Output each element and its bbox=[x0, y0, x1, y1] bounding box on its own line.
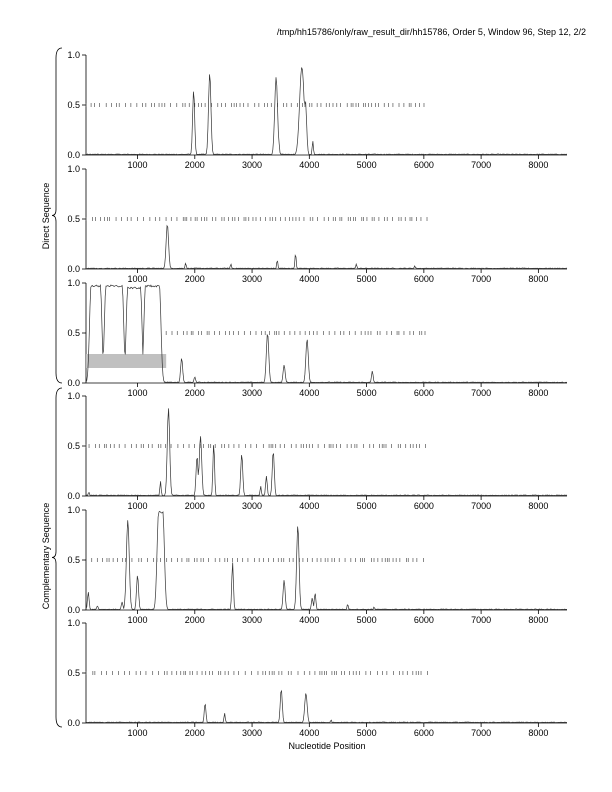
plot-title: /tmp/hh15786/only/raw_result_dir/hh15786, Order 5, Window 96, Step 12, 2/2 bbox=[276, 27, 586, 37]
x-tick-label: 7000 bbox=[471, 501, 492, 511]
x-tick-label: 5000 bbox=[356, 388, 377, 398]
series-line bbox=[86, 511, 567, 609]
y-tick-label: 0.0 bbox=[67, 264, 80, 274]
y-tick-label: 1.0 bbox=[67, 164, 80, 174]
x-tick-label: 6000 bbox=[413, 501, 434, 511]
y-tick-label: 0.0 bbox=[67, 718, 80, 728]
direct-sequence-label: Direct Sequence bbox=[41, 182, 51, 250]
x-tick-label: 1000 bbox=[127, 388, 148, 398]
x-tick-label: 1000 bbox=[127, 728, 148, 738]
x-tick-label: 6000 bbox=[413, 388, 434, 398]
y-tick-label: 1.0 bbox=[67, 50, 80, 60]
x-tick-label: 7000 bbox=[471, 615, 492, 625]
x-tick-label: 1000 bbox=[127, 274, 148, 284]
x-tick-label: 4000 bbox=[299, 728, 320, 738]
x-tick-label: 2000 bbox=[184, 728, 205, 738]
x-axis-label: Nucleotide Position bbox=[288, 741, 366, 751]
x-tick-label: 4000 bbox=[299, 615, 320, 625]
x-tick-label: 5000 bbox=[356, 615, 377, 625]
direct-sequence-brace bbox=[52, 48, 62, 383]
x-tick-label: 7000 bbox=[471, 160, 492, 170]
y-tick-label: 0.5 bbox=[67, 441, 80, 451]
x-tick-label: 8000 bbox=[528, 728, 549, 738]
x-tick-label: 7000 bbox=[471, 274, 492, 284]
x-tick-label: 4000 bbox=[299, 274, 320, 284]
y-tick-label: 0.0 bbox=[67, 378, 80, 388]
y-tick-label: 1.0 bbox=[67, 278, 80, 288]
y-tick-label: 0.0 bbox=[67, 605, 80, 615]
x-tick-label: 5000 bbox=[356, 728, 377, 738]
x-tick-label: 2000 bbox=[184, 501, 205, 511]
y-tick-label: 0.0 bbox=[67, 491, 80, 501]
x-tick-label: 5000 bbox=[356, 501, 377, 511]
series-line bbox=[86, 226, 567, 269]
complementary-sequence-brace bbox=[52, 388, 62, 727]
y-tick-label: 0.5 bbox=[67, 214, 80, 224]
x-tick-label: 8000 bbox=[528, 160, 549, 170]
x-tick-label: 3000 bbox=[242, 388, 263, 398]
series-line bbox=[86, 691, 567, 723]
x-tick-label: 7000 bbox=[471, 728, 492, 738]
x-tick-label: 2000 bbox=[184, 274, 205, 284]
x-tick-label: 3000 bbox=[242, 160, 263, 170]
x-tick-label: 1000 bbox=[127, 160, 148, 170]
x-tick-label: 5000 bbox=[356, 274, 377, 284]
x-tick-label: 4000 bbox=[299, 501, 320, 511]
x-tick-label: 8000 bbox=[528, 388, 549, 398]
x-tick-label: 4000 bbox=[299, 388, 320, 398]
x-tick-label: 8000 bbox=[528, 274, 549, 284]
x-tick-label: 8000 bbox=[528, 615, 549, 625]
series-line bbox=[86, 408, 567, 495]
x-tick-label: 6000 bbox=[413, 728, 434, 738]
y-tick-label: 1.0 bbox=[67, 391, 80, 401]
y-tick-label: 0.5 bbox=[67, 555, 80, 565]
x-tick-label: 6000 bbox=[413, 615, 434, 625]
series-line bbox=[86, 68, 567, 155]
complementary-sequence-label: Complementary Sequence bbox=[41, 502, 51, 610]
y-tick-label: 1.0 bbox=[67, 505, 80, 515]
x-tick-label: 3000 bbox=[242, 274, 263, 284]
x-tick-label: 5000 bbox=[356, 160, 377, 170]
y-tick-label: 0.5 bbox=[67, 668, 80, 678]
x-tick-label: 1000 bbox=[127, 615, 148, 625]
x-tick-label: 3000 bbox=[242, 615, 263, 625]
x-tick-label: 8000 bbox=[528, 501, 549, 511]
x-tick-label: 3000 bbox=[242, 501, 263, 511]
y-tick-label: 1.0 bbox=[67, 618, 80, 628]
x-tick-label: 3000 bbox=[242, 728, 263, 738]
x-tick-label: 4000 bbox=[299, 160, 320, 170]
x-tick-label: 7000 bbox=[471, 388, 492, 398]
y-tick-label: 0.5 bbox=[67, 328, 80, 338]
x-tick-label: 6000 bbox=[413, 160, 434, 170]
x-tick-label: 2000 bbox=[184, 160, 205, 170]
x-tick-label: 2000 bbox=[184, 615, 205, 625]
x-tick-label: 2000 bbox=[184, 388, 205, 398]
x-tick-label: 1000 bbox=[127, 501, 148, 511]
y-tick-label: 0.5 bbox=[67, 100, 80, 110]
x-tick-label: 6000 bbox=[413, 274, 434, 284]
highlight-region bbox=[86, 354, 166, 368]
y-tick-label: 0.0 bbox=[67, 150, 80, 160]
